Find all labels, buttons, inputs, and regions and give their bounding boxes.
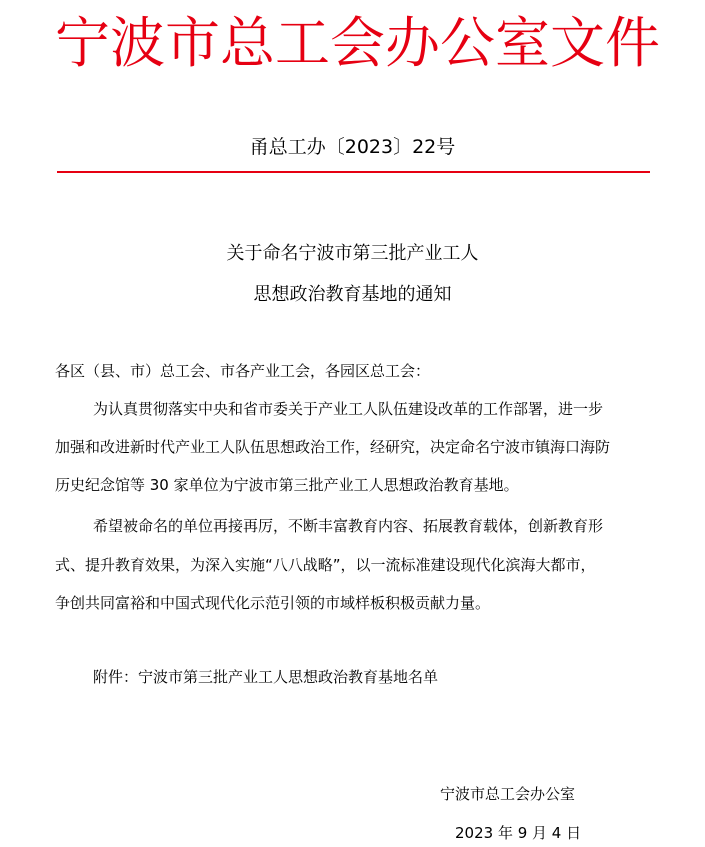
red-divider-line: [57, 171, 650, 173]
paragraph-1-line-2: 加强和改进新时代产业工人队伍思想政治工作，经研究，决定命名宁波市镇海口海防: [55, 438, 611, 456]
paragraph-1-line-3: 历史纪念馆等 30 家单位为宁波市第三批产业工人思想政治教育基地。: [55, 476, 519, 494]
paragraph-2-line-3: 争创共同富裕和中国式现代化示范引领的市域样板积极贡献力量。: [55, 594, 491, 612]
document-header-title: 宁波市总工会办公室文件: [55, 11, 661, 75]
document-number: 甬总工办〔2023〕22号: [249, 136, 456, 158]
paragraph-2-line-1: 希望被命名的单位再接再厉，不断丰富教育内容、拓展教育载体，创新教育形: [93, 517, 604, 535]
paragraph-1-line-1: 为认真贯彻落实中央和省市委关于产业工人队伍建设改革的工作部署，进一步: [93, 400, 604, 418]
notice-title-line-1: 关于命名宁波市第三批产业工人: [226, 243, 479, 264]
attachment-note: 附件：宁波市第三批产业工人思想政治教育基地名单: [93, 668, 439, 686]
signer: 宁波市总工会办公室: [440, 785, 576, 803]
paragraph-2-line-2: 式、提升教育效果，为深入实施“八八战略”，以一流标准建设现代化滨海大都市，: [55, 556, 596, 574]
notice-title-line-2: 思想政治教育基地的通知: [253, 284, 452, 305]
issue-date: 2023 年 9 月 4 日: [455, 824, 582, 842]
addressee: 各区（县、市）总工会、市各产业工会，各园区总工会：: [55, 362, 431, 380]
